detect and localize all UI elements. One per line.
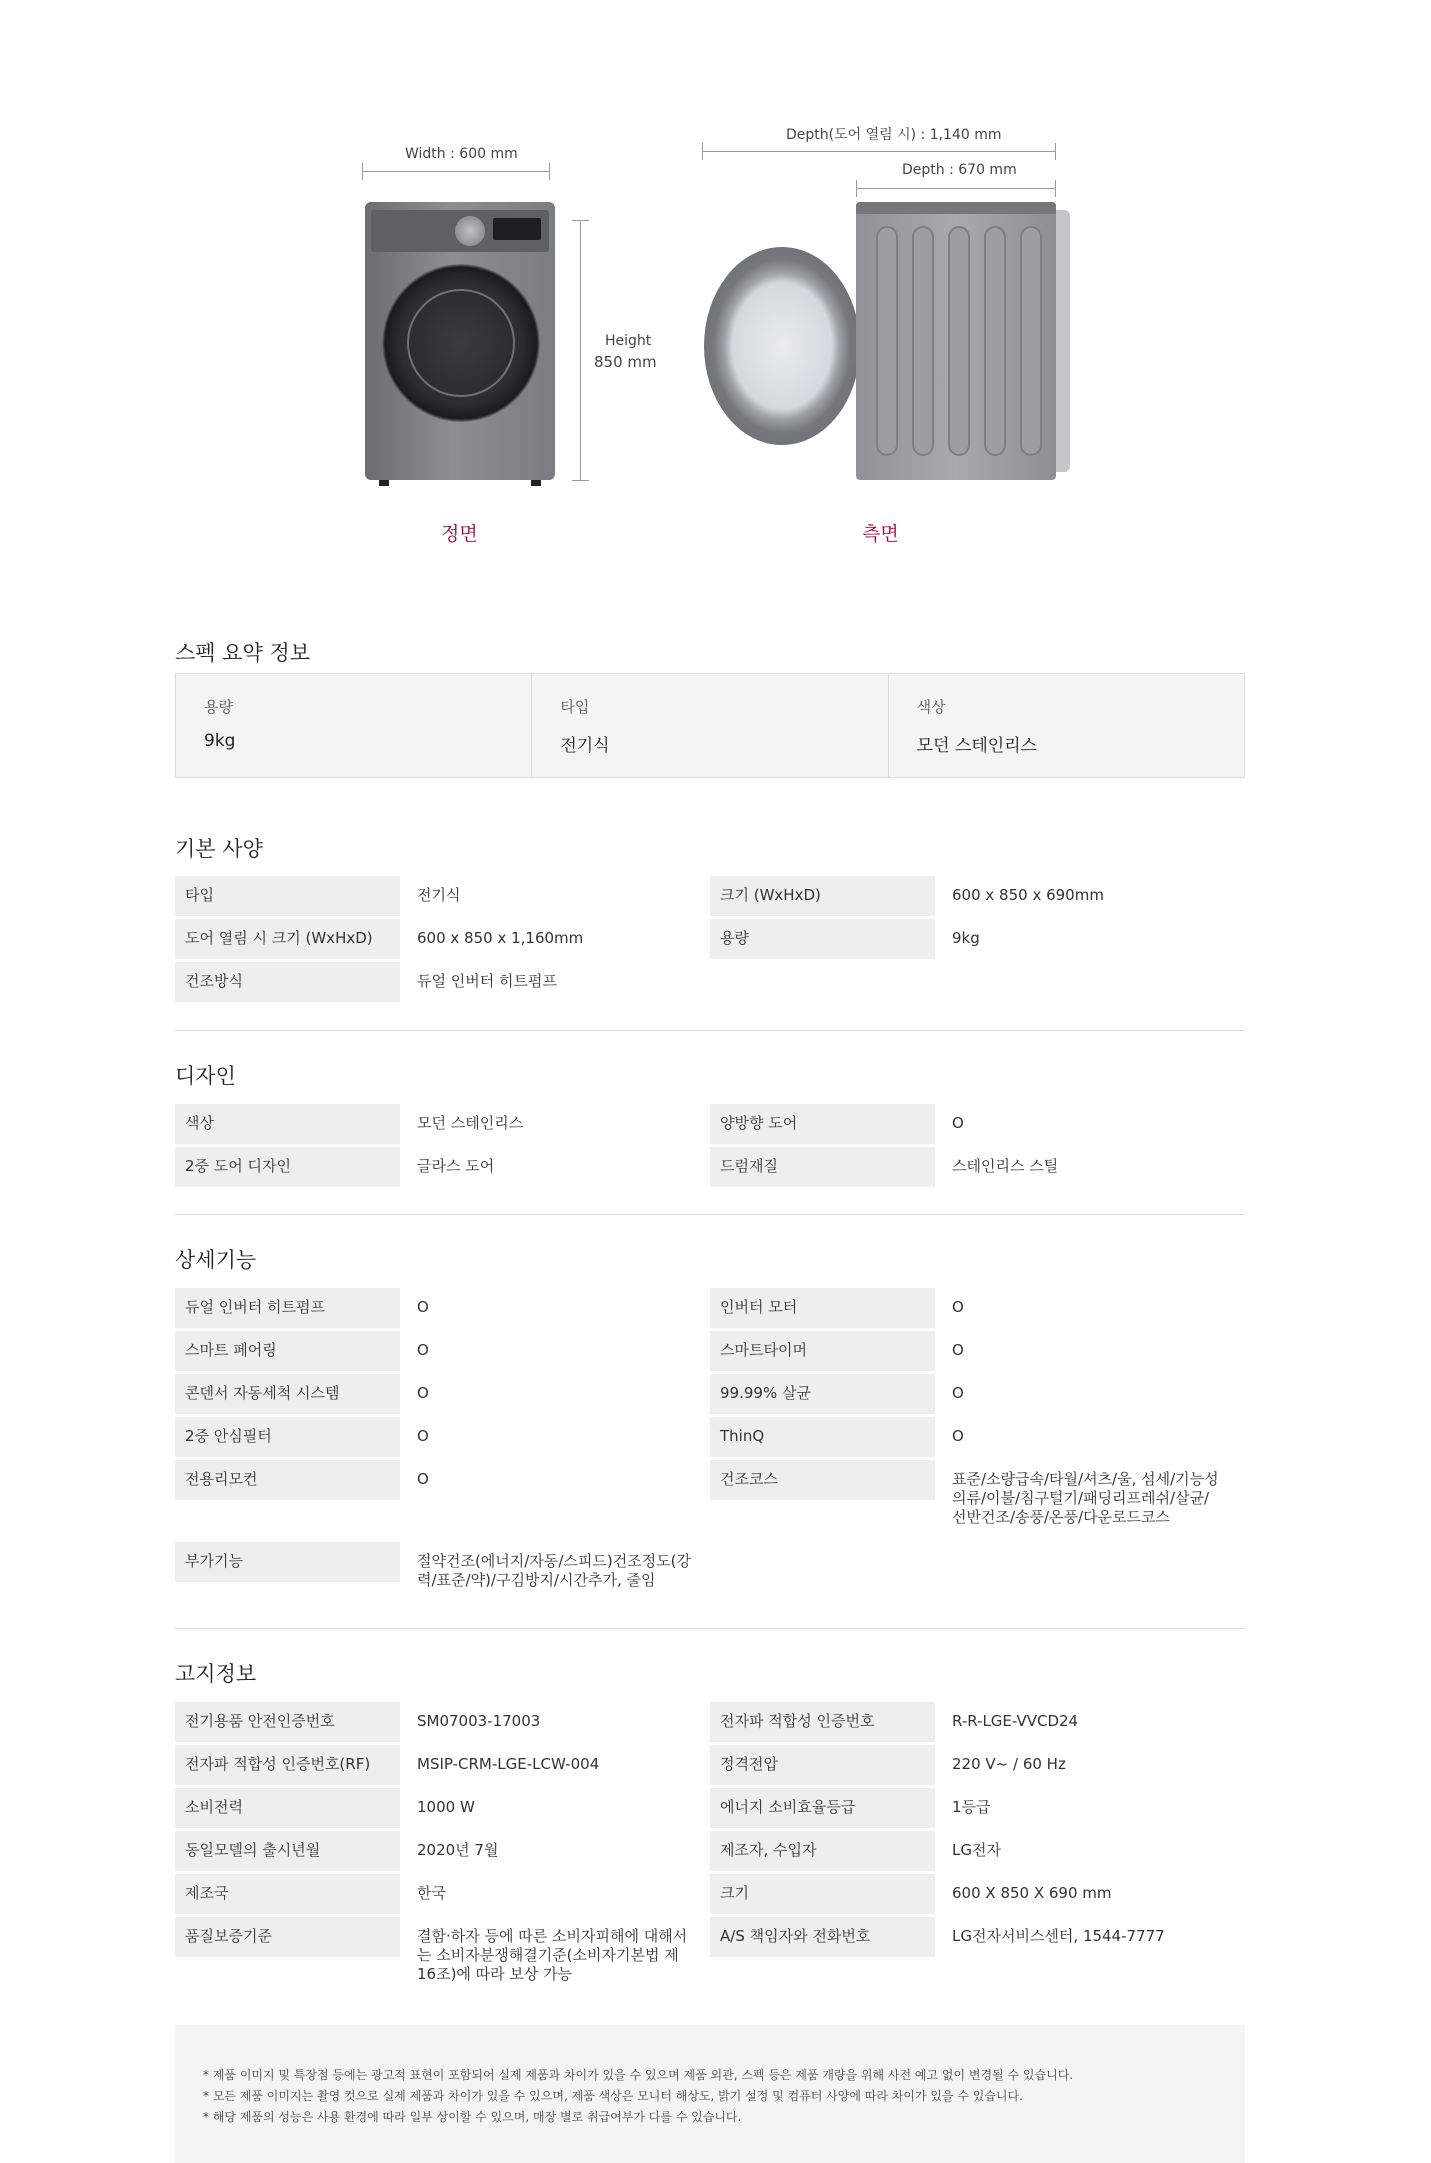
table-row: [175, 1702, 1245, 1742]
spec-value: 한국: [417, 1884, 446, 1902]
spec-value: 220 V~ / 60 Hz: [952, 1755, 1066, 1773]
front-view-caption: 정면: [441, 523, 478, 545]
summary-value: 전기식: [560, 736, 610, 756]
width-tick-left: [362, 163, 363, 180]
summary-value: 9kg: [204, 731, 236, 751]
spec-value: 글라스 도어: [417, 1157, 495, 1175]
spec-value: LG전자: [952, 1841, 1001, 1859]
spec-key: 품질보증기준: [175, 1917, 400, 1957]
side-rib: [1020, 226, 1042, 456]
spec-key: 용량: [710, 919, 935, 959]
table-row: [175, 876, 1245, 916]
summary-label: 타입: [560, 698, 590, 716]
spec-value: O: [952, 1114, 964, 1132]
spec-value: 1000 W: [417, 1798, 475, 1816]
open-door-image: [704, 247, 860, 445]
spec-key: 건조방식: [175, 962, 400, 1002]
summary-value: 모던 스테인리스: [916, 736, 1038, 756]
spec-key: 부가기능: [175, 1542, 400, 1582]
table-row: [175, 919, 1245, 959]
spec-value: 2020년 7월: [417, 1841, 499, 1859]
depth-open-label: Depth(도어 열림 시) : 1,140 mm: [786, 127, 1002, 143]
spec-value: 전기식: [417, 886, 461, 904]
spec-value: O: [952, 1384, 964, 1402]
spec-key: 도어 열림 시 크기 (WxHxD): [175, 919, 400, 959]
spec-value: 절약건조(에너지/자동/스피드)건조정도(강력/표준/약)/구김방지/시간추가, 줄임: [417, 1552, 691, 1589]
table-row: [175, 1874, 1245, 1914]
spec-value: 600 X 850 X 690 mm: [952, 1884, 1112, 1902]
display-panel: [493, 218, 541, 240]
spec-key: 소비전력: [175, 1788, 400, 1828]
spec-value: O: [417, 1470, 429, 1488]
width-tick-right: [549, 163, 550, 180]
spec-key: 스마트타이머: [710, 1331, 935, 1371]
height-label-2: 850 mm: [594, 353, 657, 371]
spec-key: 인버터 모터: [710, 1288, 935, 1328]
summary-title: 스펙 요약 정보: [175, 641, 311, 665]
spec-key: 전기용품 안전인증번호: [175, 1702, 400, 1742]
spec-value: 듀얼 인버터 히트펌프: [417, 972, 557, 990]
foot: [531, 480, 541, 486]
spec-key: 전용리모컨: [175, 1460, 400, 1500]
spec-key: 동일모델의 출시년월: [175, 1831, 400, 1871]
section-divider: [175, 1628, 1245, 1629]
features-title: 상세기능: [175, 1248, 257, 1272]
spec-value: 스테인리스 스틸: [952, 1157, 1059, 1175]
depth-open-dimension-line: [702, 151, 1056, 152]
spec-key: 99.99% 살균: [710, 1374, 935, 1414]
spec-key: 제조국: [175, 1874, 400, 1914]
side-rib: [984, 226, 1006, 456]
spec-key: 크기 (WxHxD): [710, 876, 935, 916]
summary-item-capacity: [176, 674, 532, 777]
spec-value: 600 x 850 x 690mm: [952, 886, 1104, 904]
spec-key: 전자파 적합성 인증번호(RF): [175, 1745, 400, 1785]
side-rib: [912, 226, 934, 456]
depth-label: Depth : 670 mm: [902, 162, 1017, 178]
spec-value: R-R-LGE-VVCD24: [952, 1712, 1079, 1730]
summary-item-color: [889, 674, 1244, 777]
summary-box: [175, 673, 1245, 778]
spec-key: 드럼재질: [710, 1147, 935, 1187]
dryer-side-image: [856, 202, 1056, 480]
design-title: 디자인: [175, 1064, 236, 1088]
section-divider: [175, 1030, 1245, 1031]
depth-tick-right: [1055, 180, 1056, 197]
foot: [379, 480, 389, 486]
table-row: [175, 1460, 1245, 1538]
table-row: [175, 1417, 1245, 1457]
spec-value: SM07003-17003: [417, 1712, 541, 1730]
table-row: [175, 1831, 1245, 1871]
summary-label: 용량: [204, 698, 233, 716]
spec-key: 정격전압: [710, 1745, 935, 1785]
height-dimension-line: [580, 220, 581, 480]
spec-key: 타입: [175, 876, 400, 916]
side-top: [856, 202, 1056, 214]
footnote: * 제품 이미지 및 특장점 등에는 광고적 표현이 포함되어 실제 제품과 차이가 있을 수 있으며 제품 외관, 스펙 등은 제품 개량을 위해 사전 예고 없이 변경될 수 있습니다.: [203, 2068, 1074, 2082]
spec-key: 건조코스: [710, 1460, 935, 1500]
basic-spec-title: 기본 사양: [175, 837, 263, 861]
table-row: [175, 1745, 1245, 1785]
footnote: * 모든 제품 이미지는 촬영 컷으로 실제 제품과 차이가 있을 수 있으며, 제품 색상은 모니터 해상도, 밝기 설정 및 컴퓨터 사양에 따라 차이가 있을 수 있습니다.: [203, 2089, 1023, 2103]
width-label: Width : 600 mm: [405, 146, 518, 162]
summary-label: 색상: [916, 698, 946, 716]
spec-value: O: [417, 1427, 429, 1445]
spec-value: O: [417, 1384, 429, 1402]
height-tick-bottom: [572, 480, 589, 481]
dial-knob: [455, 216, 485, 246]
side-rib: [948, 226, 970, 456]
product-dimension-figure: [0, 0, 1431, 600]
spec-value: O: [417, 1298, 429, 1316]
table-row: [175, 1542, 1245, 1600]
spec-key: 에너지 소비효율등급: [710, 1788, 935, 1828]
table-row: [175, 1788, 1245, 1828]
spec-value: 600 x 850 x 1,160mm: [417, 929, 584, 947]
table-row: [175, 1374, 1245, 1414]
spec-value: O: [952, 1341, 964, 1359]
spec-key: 제조자, 수입자: [710, 1831, 935, 1871]
spec-value: 1등급: [952, 1798, 991, 1816]
height-tick-top: [572, 220, 589, 221]
table-row: [175, 1331, 1245, 1371]
side-view-caption: 측면: [862, 523, 899, 545]
spec-key: 콘덴서 자동세척 시스템: [175, 1374, 400, 1414]
depth-open-tick-right: [1055, 143, 1056, 160]
footnotes-box: [175, 2025, 1245, 2163]
spec-value: O: [417, 1341, 429, 1359]
spec-key: 2중 안심필터: [175, 1417, 400, 1457]
depth-dimension-line: [856, 188, 1056, 189]
table-row: [175, 1917, 1245, 1995]
depth-open-tick-left: [702, 143, 703, 160]
spec-value: 표준/소량급속/타월/셔츠/울, 섬세/기능성의류/이불/침구털기/패딩리프레쉬/살균/선반건조/송풍/온풍/다운로드코스: [952, 1470, 1219, 1526]
side-rib: [876, 226, 898, 456]
side-back-panel: [1056, 210, 1070, 472]
summary-item-type: [532, 674, 888, 777]
depth-tick-left: [856, 180, 857, 197]
spec-key: 색상: [175, 1104, 400, 1144]
spec-key: 전자파 적합성 인증번호: [710, 1702, 935, 1742]
height-label-1: Height: [605, 333, 652, 349]
spec-value: 9kg: [952, 929, 980, 947]
spec-value: LG전자서비스센터, 1544-7777: [952, 1927, 1165, 1945]
table-row: [175, 1288, 1245, 1328]
spec-value: O: [952, 1298, 964, 1316]
spec-key: 듀얼 인버터 히트펌프: [175, 1288, 400, 1328]
spec-key: 양방향 도어: [710, 1104, 935, 1144]
spec-key: 2중 도어 디자인: [175, 1147, 400, 1187]
spec-key: A/S 책임자와 전화번호: [710, 1917, 935, 1957]
spec-key: 스마트 페어링: [175, 1331, 400, 1371]
spec-value: O: [952, 1427, 964, 1445]
spec-value: 결함·하자 등에 따른 소비자피해에 대해서는 소비자분쟁해결기준(소비자기본법 제 16조)에 따라 보상 가능: [417, 1927, 688, 1983]
table-row: [175, 962, 1245, 1002]
notice-title: 고지정보: [175, 1662, 257, 1686]
spec-value: MSIP-CRM-LGE-LCW-004: [417, 1755, 600, 1773]
dryer-front-image: [365, 202, 555, 480]
width-dimension-line: [362, 171, 550, 172]
spec-value: 모던 스테인리스: [417, 1114, 524, 1132]
table-row: [175, 1147, 1245, 1187]
table-row: [175, 1104, 1245, 1144]
drum: [407, 289, 515, 397]
footnote: * 해당 제품의 성능은 사용 환경에 따라 일부 상이할 수 있으며, 매장 별로 취급여부가 다를 수 있습니다.: [203, 2110, 742, 2124]
section-divider: [175, 1214, 1245, 1215]
spec-key: ThinQ: [710, 1417, 935, 1457]
spec-key: 크기: [710, 1874, 935, 1914]
